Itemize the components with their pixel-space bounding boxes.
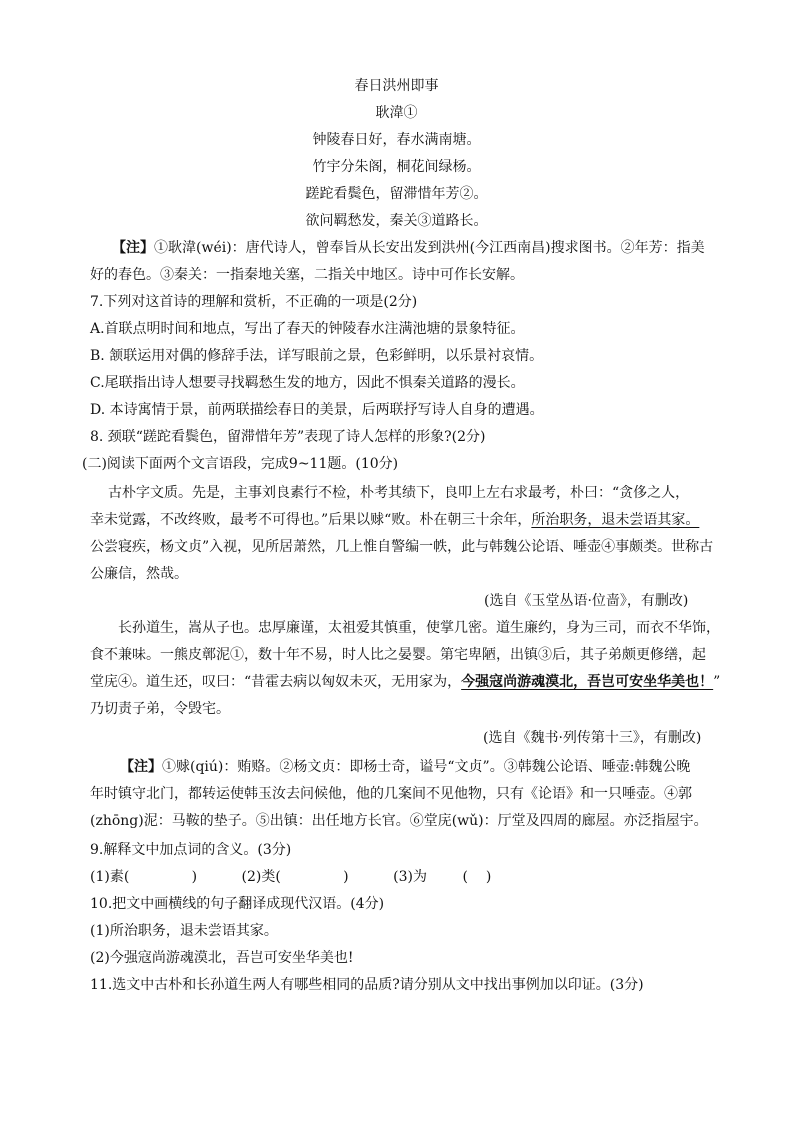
question-10-stem: 10.把文中画横线的句子翻译成现代汉语。(4分) — [90, 896, 385, 912]
passage-1-underlined-sentence: 所治职务，退未尝语其家。 — [531, 512, 700, 528]
passage-1-line-1: 古朴字文质。先是，主事刘良素行不检，朴考其绩下，良叩上左右求最考，朴曰：“贪侈之人， — [108, 485, 690, 501]
question-10-item-2: (2)今强寇尚游魂漠北，吾岂可安坐华美也! — [90, 950, 354, 966]
passage-note-line-2: 年时镇守北门，都转运使韩玉汝去问候他，他的几案间不见他物，只有《论语》和一只唾壶。④郭 — [90, 786, 692, 802]
question-8-stem: 8. 颈联“蹉跎看鬓色，留滞惜年芳”表现了诗人怎样的形象?(2分) — [90, 429, 486, 445]
question-7-option-d: D. 本诗寓情于景，前两联描绘春日的美景，后两联抒写诗人自身的遭遇。 — [90, 402, 544, 418]
passage-2-line-3-close-quote: ” — [713, 674, 721, 690]
poem-note-line-1 — [112, 238, 705, 258]
question-7-option-b: B. 颔联运用对偶的修辞手法，详写眼前之景，色彩鲜明，以乐景衬哀情。 — [90, 348, 544, 364]
passage-1-line-2-text: 幸未觉露，不改终败，最考不可得也。”后果以赇“败。朴在朝三十余年， — [90, 512, 532, 528]
poem-author: 耿湋① — [375, 105, 418, 121]
question-9-blanks: (1)素( ) (2)类( ) (3)为 ( ) — [90, 869, 492, 885]
passage-note-line-1 — [120, 757, 690, 777]
passage-2-line-3 — [90, 672, 720, 692]
section-2-heading: (二)阅读下面两个文言语段，完成9~11题。(10分) — [82, 456, 399, 472]
poem-line-1: 钟陵春日好，春水满南塘。 — [312, 132, 481, 148]
poem-note-line-2: 好的春色。③秦关：一指秦地关塞，二指关中地区。诗中可作长安解。 — [90, 267, 524, 283]
passage-1-line-3: 公尝寝疾，杨文贞”入视，见所居萧然，几上惟自警编一帙，此与韩魏公论语、唾壶④事颇类。世称古 — [90, 539, 714, 555]
poem-line-2: 竹宇分朱阁，桐花间绿杨。 — [312, 159, 481, 175]
poem-title: 春日洪州即事 — [354, 78, 439, 94]
question-7-stem: 7.下列对这首诗的理解和赏析，不正确的一项是(2分) — [90, 294, 418, 310]
poem-note-text-1: ①耿湋(wéi)：唐代诗人，曾奉旨从长安出发到洪州(今江西南昌)搜求图书。②年芳：指美 — [154, 240, 705, 256]
passage-1-line-2 — [90, 510, 699, 530]
passage-note-text-1: ①赇(qiú)：贿赂。②杨文贞：即杨士奇，谥号“文贞”。③韩魏公论语、唾壶:韩魏公晚 — [162, 759, 691, 775]
passage-2-line-2: 食不兼味。一熊皮鄣泥①，数十年不易，时人比之晏婴。第宅卑陋，出镇③后，其子弟颇更修缮，起 — [90, 647, 706, 663]
poem-note-label: 【注】 — [112, 240, 154, 256]
question-7-option-a: A.首联点明时间和地点，写出了春天的钟陵春水注满池塘的景象特征。 — [90, 321, 525, 337]
poem-line-4: 欲问羁愁发，秦关③道路长。 — [305, 213, 488, 229]
passage-2-underlined-sentence: 今强寇尚游魂漠北，吾岂可安坐华美也！ — [461, 674, 714, 690]
question-11-stem: 11.选文中古朴和长孙道生两人有哪些相同的品质?请分别从文中找出事例加以印证。(3分) — [90, 977, 644, 993]
poem-line-3: 蹉跎看鬓色，留滞惜年芳②。 — [305, 186, 488, 202]
passage-2-line-4: 乃切责子弟，令毁宅。 — [90, 701, 230, 717]
question-9-stem: 9.解释文中加点词的含义。(3分) — [90, 842, 292, 858]
passage-note-label: 【注】 — [120, 759, 162, 775]
passage-note-line-3: (zhōng)泥：马鞍的垫子。⑤出镇：出任地方长官。⑥堂庑(wǔ)：厅堂及四周的廊屋。亦泛指屋宇。 — [90, 813, 708, 829]
passage-1-line-4: 公廉信，然哉。 — [90, 566, 188, 582]
passage-1-source: (选自《玉堂丛语·位啬》，有删改) — [484, 593, 689, 609]
question-10-item-1: (1)所治职务，退未尝语其家。 — [90, 923, 278, 939]
passage-2-source: (选自《魏书·列传第十三》，有删改) — [483, 730, 702, 746]
passage-2-line-1: 长孙道生，嵩从子也。忠厚廉谨，太祖爱其慎重，使掌几密。道生廉约，身为三司，而衣不华饰， — [118, 620, 720, 636]
question-7-option-c: C.尾联指出诗人想要寻找羁愁生发的地方，因此不惧秦关道路的漫长。 — [90, 375, 525, 391]
passage-2-line-3-text: 堂庑④。道生还，叹曰：“昔霍去病以匈奴未灭，无用家为， — [90, 674, 462, 690]
